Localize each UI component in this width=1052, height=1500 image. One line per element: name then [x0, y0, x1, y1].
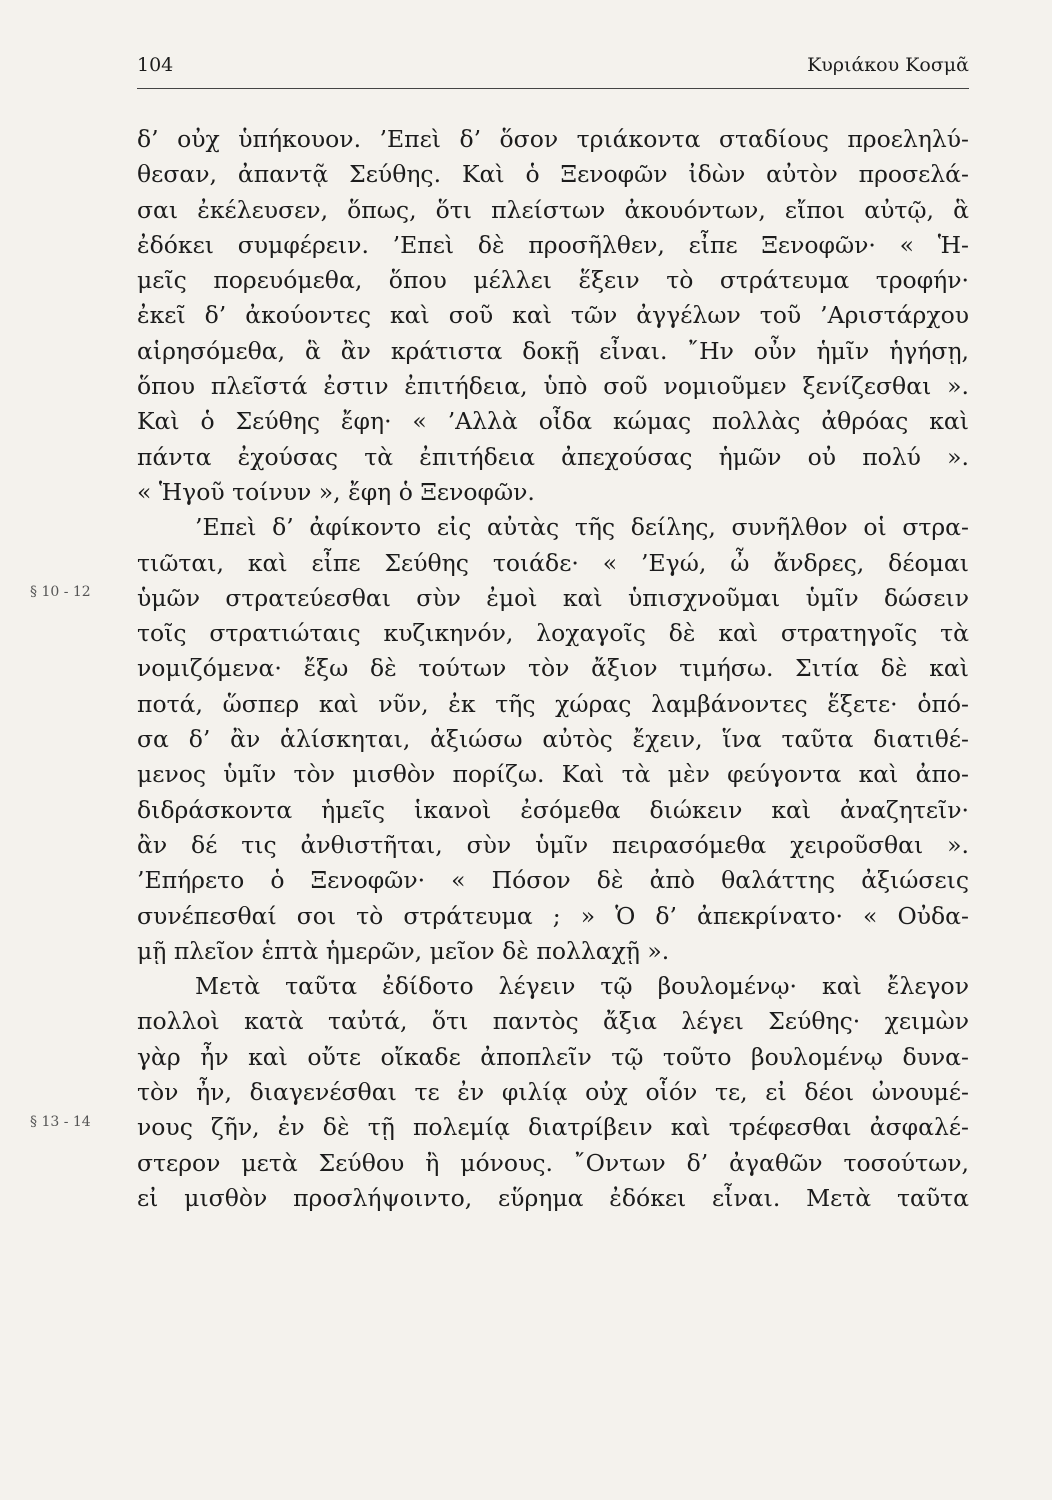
- text-line: ἂν δέ τις ἀνθιστῆται, σὺν ὑμῖν πειρασόμεθα χειροῦσθαι ».: [137, 830, 969, 859]
- text-line: ἐδόκει συμφέρειν. ’Επεὶ δὲ προσῆλθεν, εἶπε Ξενοφῶν· « Ἡ-: [137, 230, 969, 259]
- text-line: μενος ὑμῖν τὸν μισθὸν πορίζω. Καὶ τὰ μὲν φεύγοντα καὶ ἀπο-: [137, 760, 969, 789]
- text-line: εἰ μισθὸν προσλήψοιντο, εὕρημα ἐδόκει εἶναι. Μετὰ ταῦτα: [137, 1183, 969, 1212]
- text-line: τιῶται, καὶ εἶπε Σεύθης τοιάδε· « ’Εγώ, ὦ ἄνδρες, δέομαι: [137, 548, 969, 577]
- text-line: σα δ’ ἂν ἁλίσκηται, ἀξιώσω αὐτὸς ἔχειν, ἵνα ταῦτα διατιθέ-: [137, 725, 969, 754]
- text-line: ὑμῶν στρατεύεσθαι σὺν ἐμοὶ καὶ ὑπισχνοῦμαι ὑμῖν δώσειν: [137, 583, 969, 612]
- text-line: Μετὰ ταῦτα ἐδίδοτο λέγειν τῷ βουλομένῳ· καὶ ἔλεγον: [195, 972, 969, 1001]
- text-line: ’Επεὶ δ’ ἀφίκοντο εἰς αὐτὰς τῆς δείλης, συνῆλθον οἱ στρα-: [195, 513, 969, 542]
- body-text: [137, 122, 969, 1216]
- text-line: ’Επήρετο ὁ Ξενοφῶν· « Πόσον δὲ ἀπὸ θαλάττης ἀξιώσεις: [137, 866, 969, 895]
- text-line: « Ἡγοῦ τοίνυν », ἔφη ὁ Ξενοφῶν.: [137, 477, 535, 506]
- text-line: νομιζόμενα· ἔξω δὲ τούτων τὸν ἄξιον τιμήσω. Σιτία δὲ καὶ: [137, 654, 969, 683]
- text-line: ποτά, ὥσπερ καὶ νῦν, ἐκ τῆς χώρας λαμβάνοντες ἕξετε· ὁπό-: [137, 689, 969, 718]
- text-line: πάντα ἐχούσας τὰ ἐπιτήδεια ἀπεχούσας ἡμῶν οὐ πολύ ».: [137, 442, 969, 471]
- margin-note-section-13-14: § 13 - 14: [30, 1114, 91, 1130]
- margin-note-section-10-12: § 10 - 12: [30, 584, 91, 600]
- text-line: μεῖς πορευόμεθα, ὅπου μέλλει ἕξειν τὸ στράτευμα τροφήν·: [137, 266, 969, 295]
- text-line: ἐκεῖ δ’ ἀκούοντες καὶ σοῦ καὶ τῶν ἀγγέλων τοῦ ’Αριστάρχου: [137, 301, 969, 330]
- text-line: ὅπου πλεῖστά ἐστιν ἐπιτήδεια, ὑπὸ σοῦ νομιοῦμεν ξενίζεσθαι ».: [137, 372, 969, 401]
- page-header: [137, 54, 969, 89]
- text-line: αἱρησόμεθα, ἃ ἂν κράτιστα δοκῇ εἶναι. ῎Ην οὖν ἡμῖν ἡγήσῃ,: [137, 336, 969, 365]
- text-line: δ’ οὐχ ὑπήκουον. ’Επεὶ δ’ ὅσον τριάκοντα σταδίους προεληλύ-: [137, 125, 969, 153]
- text-line: Καὶ ὁ Σεύθης ἔφη· « ’Αλλὰ οἶδα κώμας πολλὰς ἀθρόας καὶ: [137, 407, 969, 436]
- page-number: 104: [137, 54, 174, 76]
- text-line: πολλοὶ κατὰ ταὐτά, ὅτι παντὸς ἄξια λέγει Σεύθης· χειμὼν: [137, 1007, 969, 1036]
- running-head: Κυριάκου Κοσμᾶ: [807, 54, 969, 76]
- text-line: νους ζῆν, ἐν δὲ τῇ πολεμίᾳ διατρίβειν καὶ τρέφεσθαι ἀσφαλέ-: [137, 1113, 969, 1142]
- text-line: σαι ἐκέλευσεν, ὅπως, ὅτι πλείστων ἀκουόντων, εἴποι αὐτῷ, ἃ: [137, 195, 969, 224]
- text-line: γὰρ ἦν καὶ οὔτε οἴκαδε ἀποπλεῖν τῷ τοῦτο βουλομένῳ δυνα-: [137, 1042, 969, 1071]
- text-line: θεσαν, ἀπαντᾷ Σεύθης. Καὶ ὁ Ξενοφῶν ἰδὼν αὐτὸν προσελά-: [137, 160, 969, 189]
- text-line: τὸν ἦν, διαγενέσθαι τε ἐν φιλίᾳ οὐχ οἷόν τε, εἰ δέοι ὠνουμέ-: [137, 1078, 969, 1107]
- text-line: τοῖς στρατιώταις κυζικηνόν, λοχαγοῖς δὲ καὶ στρατηγοῖς τὰ: [137, 619, 969, 648]
- text-line: διδράσκοντα ἡμεῖς ἱκανοὶ ἐσόμεθα διώκειν καὶ ἀναζητεῖν·: [137, 795, 969, 824]
- text-line: μῇ πλεῖον ἑπτὰ ἡμερῶν, μεῖον δὲ πολλαχῇ ».: [137, 936, 670, 965]
- text-line: συνέπεσθαί σοι τὸ στράτευμα ; » Ὁ δ’ ἀπεκρίνατο· « Οὐδα-: [137, 901, 969, 930]
- text-line: στερον μετὰ Σεύθου ἢ μόνους. ῎Οντων δ’ ἀγαθῶν τοσούτων,: [137, 1148, 969, 1177]
